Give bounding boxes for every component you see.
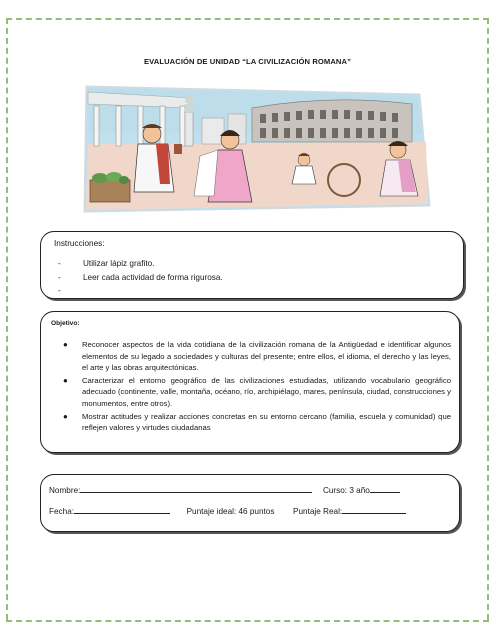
- objective-text: Reconocer aspectos de la vida cotidiana de la civilización romana de la Antigüedad e identificar algunos elementos de su legado a sociedades y culturas del presente; entre ellos, el idioma, el derecho y las leyes, el arte y las obras arquitectónicas.: [82, 340, 451, 373]
- real-score-label: Puntaje Real:: [293, 507, 343, 516]
- date-score-row: [49, 505, 406, 516]
- bullet-icon: ●: [63, 340, 68, 349]
- list-marker: -: [58, 286, 61, 295]
- objective-item: [63, 339, 451, 374]
- bullet-icon: ●: [63, 411, 68, 421]
- objective-heading: Objetivo:: [51, 320, 80, 327]
- objective-item: [63, 411, 451, 434]
- instruction-text: Utilizar lápiz grafito.: [83, 259, 155, 268]
- date-field[interactable]: [74, 505, 170, 514]
- instruction-item: [58, 257, 223, 271]
- date-label: Fecha:: [49, 507, 75, 516]
- list-marker: -: [58, 272, 61, 282]
- roman-scene-illustration: [82, 84, 432, 214]
- name-field[interactable]: [80, 484, 312, 493]
- instructions-heading: Instrucciones:: [54, 239, 105, 248]
- objective-list: [63, 339, 451, 435]
- course-field[interactable]: [370, 484, 400, 493]
- name-course-row: [49, 484, 400, 495]
- objective-text: Mostrar actitudes y realizar acciones concretas en su entorno cercano (familia, escuela y comunidad) que reflejen valores y virtudes ciudadanas: [82, 411, 451, 433]
- page-border-top: [6, 18, 489, 20]
- objective-box: [40, 311, 460, 453]
- name-label: Nombre:: [49, 486, 81, 495]
- objective-item: [63, 375, 451, 410]
- page-border-left: [6, 18, 8, 620]
- instruction-text: Leer cada actividad de forma rigurosa.: [83, 272, 223, 282]
- instructions-list: [58, 257, 223, 298]
- list-marker: -: [58, 259, 61, 268]
- objective-text: Caracterizar el entorno geográfico de las civilizaciones estudiadas, utilizando vocabulario geográfico adecuado (continente, valle, montaña, océano, río, archipiélago, mares, península, ciudad, construcciones y monumentos, entre otros).: [82, 375, 451, 408]
- page-border-bottom: [6, 620, 489, 622]
- page-title: EVALUACIÓN DE UNIDAD “LA CIVILIZACIÓN ROMANA”: [144, 57, 351, 66]
- student-data-box: [40, 474, 460, 532]
- course-label: Curso: 3 año: [322, 486, 370, 495]
- instruction-item: [58, 284, 223, 298]
- page-border-right: [487, 18, 489, 620]
- instruction-item: [58, 271, 223, 285]
- bullet-icon: ●: [63, 375, 68, 385]
- real-score-field[interactable]: [342, 505, 406, 514]
- ideal-score: Puntaje ideal: 46 puntos: [186, 507, 275, 516]
- instructions-box: [40, 231, 464, 299]
